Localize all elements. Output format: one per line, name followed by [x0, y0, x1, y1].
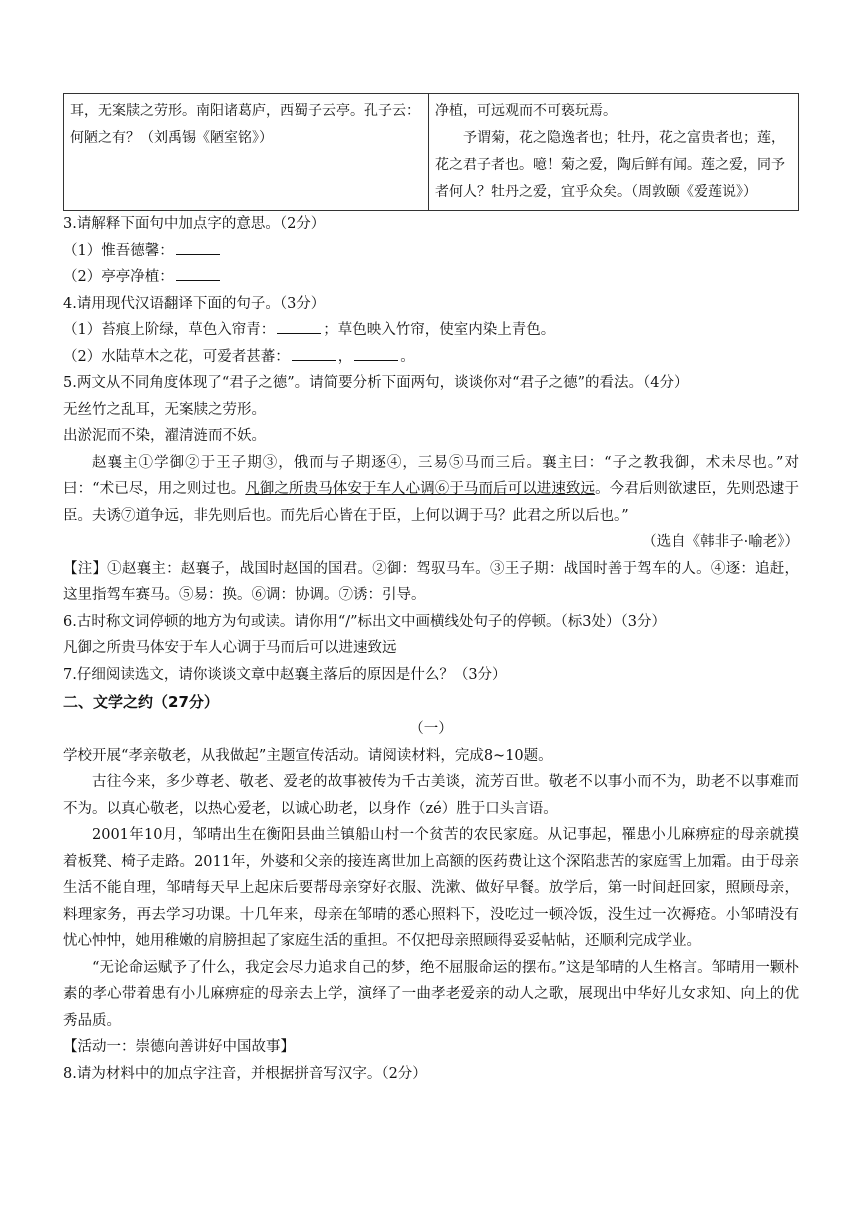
q3-item-2 [63, 264, 799, 291]
material-paragraph-3: “无论命运赋予了什么，我定会尽力追求自己的梦，绝不屈服命运的摆布。”这是邹晴的人生格言。邹晴用一颗朴素的孝心带着患有小儿麻痹症的母亲去上学，演绎了一曲孝老爱亲的动人之歌，展现出中华好儿女求知、向上的优秀品质。 [63, 959, 799, 1029]
q4-item-2 [63, 344, 799, 371]
passage-table [63, 93, 799, 211]
q3-item-1-text: （1）惟吾德馨： [63, 242, 174, 259]
ailianshuo-paragraph: 予谓菊，花之隐逸者也；牡丹，花之富贵者也；莲，花之君子者也。噫！菊之爱，陶后鲜有闻。莲之爱，同予者何人？牡丹之爱，宜乎众矣。（周敦颐《爱莲说》） [435, 130, 785, 200]
material-paragraph-1: 古往今来，多少尊老、敬老、爱老的故事被传为千古美谈，流芳百世。敬老不以事小而不为，助老不以事难而不为。以真心敬老，以热心爱老，以诚心助老，以身作（zé）胜于口头言语。 [63, 774, 799, 817]
table-cell-loushiming [64, 94, 429, 211]
hanfeizi-passage [63, 450, 799, 530]
section-intro: 学校开展“孝亲敬老，从我做起”主题宣传活动。请阅读材料，完成8~10题。 [63, 747, 553, 764]
q4-item-1 [63, 317, 799, 344]
q3-title: 3.请解释下面句中加点字的意思。（2分） [63, 216, 326, 232]
q6-title: 6.古时称文词停顿的地方为句或读。请你用“/”标出文中画横线处句子的停顿。（标3处）（3分） [63, 613, 666, 630]
loushiming-text: 耳，无案牍之劳形。南阳诸葛庐，西蜀子云亭。孔子云：何陋之有？（刘禹锡《陋室铭》） [70, 103, 420, 146]
q4-item-2-text: （2）水陆草木之花，可爱者甚蕃： [63, 348, 290, 365]
q7-title: 7.仔细阅读选文，请你谈谈文章中赵襄主落后的原因是什么？（3分） [63, 666, 507, 683]
passage-source: （选自《韩非子·喻老》） [642, 534, 799, 550]
q8-title: 8.请为材料中的加点字注音，并根据拼音写汉字。（2分） [63, 1065, 427, 1082]
q3-item-1 [63, 238, 799, 265]
exam-page [63, 93, 799, 1087]
q3-item-2-text: （2）亭亭净植： [63, 269, 174, 285]
passage-underlined-sentence: 凡御之所贵马体安于车人心调⑥于马而后可以进速致远 [245, 481, 596, 497]
subsection-title: （一） [409, 721, 453, 737]
q4-item-2-comma: ， [337, 348, 353, 365]
q6-sentence[interactable]: 凡御之所贵马体安于车人心调于马而后可以进速致远 [63, 640, 397, 656]
passage-part-1: 赵襄主①学御②于王子期③，俄而与子期逐④，三易⑤马而三后。襄主曰：“子之教我御，术未尽也。”对曰：“术已尽，用之则过也。 [63, 454, 799, 497]
passage-notes: 【注】①赵襄主：赵襄子，战国时赵国的国君。②御：驾驭马车。③王子期：战国时善于驾车的人。④逐：追赶，这里指驾车赛马。⑤易：换。⑥调：协调。⑦诱：引导。 [63, 560, 799, 603]
q4-item-2-end: 。 [400, 348, 415, 365]
q5-sentence-1: 无丝竹之乱耳，无案牍之劳形。 [63, 401, 266, 418]
answer-blank[interactable] [277, 319, 321, 334]
material-paragraph-2: 2001年10月，邹晴出生在衡阳县曲兰镇船山村一个贫苦的农民家庭。从记事起，罹患小儿麻痹症的母亲就摸着板凳、椅子走路。2011年，外婆和父亲的接连离世加上高额的医药费让这个深陷悲苦的家庭雪上加霜。由于母亲生活不能自理，邹晴每天早上起床后要帮母亲穿好衣服、洗漱、做好早餐。放学后，第一时间赶回家，照顾母亲，料理家务，再去学习功课。十几年来，母亲在邹晴的悉心照料下，没吃过一顿冷饭，没生过一次褥疮。小邹晴没有忧心忡忡，她用稚嫩的肩膀担起了家庭生活的重担。不仅把母亲照顾得妥妥帖帖，还顺利完成学业。 [63, 827, 799, 949]
answer-blank[interactable] [176, 266, 220, 281]
table-cell-ailianshuo [429, 94, 799, 211]
q5-title: 5.两文从不同角度体现了“君子之德”。请简要分析下面两句，谈谈你对“君子之德”的看法。（4分） [63, 375, 689, 391]
activity-title: 【活动一：崇德向善讲好中国故事】 [63, 1039, 295, 1055]
answer-blank[interactable] [354, 346, 398, 361]
q4-item-1-text: （1）苔痕上阶绿，草色入帘青： [63, 322, 276, 338]
answer-blank[interactable] [176, 240, 220, 255]
passage-part-2: 。今君后则欲逮臣，先则恐逮于臣。夫诱⑦道争远，非先则后也。而先后心皆在于臣，上何以调于马？此君之所以后也。” [63, 481, 799, 524]
q4-title: 4.请用现代汉语翻译下面的句子。（3分） [63, 295, 326, 312]
q5-sentence-2: 出淤泥而不染，濯清涟而不妖。 [63, 428, 266, 444]
q4-item-1-tail: ；草色映入竹帘，使室内染上青色。 [323, 322, 556, 338]
section-title: 二、文学之约（27分） [63, 693, 219, 711]
answer-blank[interactable] [292, 346, 336, 361]
ailianshuo-first-line: 净植，可远观而不可亵玩焉。 [435, 103, 617, 119]
